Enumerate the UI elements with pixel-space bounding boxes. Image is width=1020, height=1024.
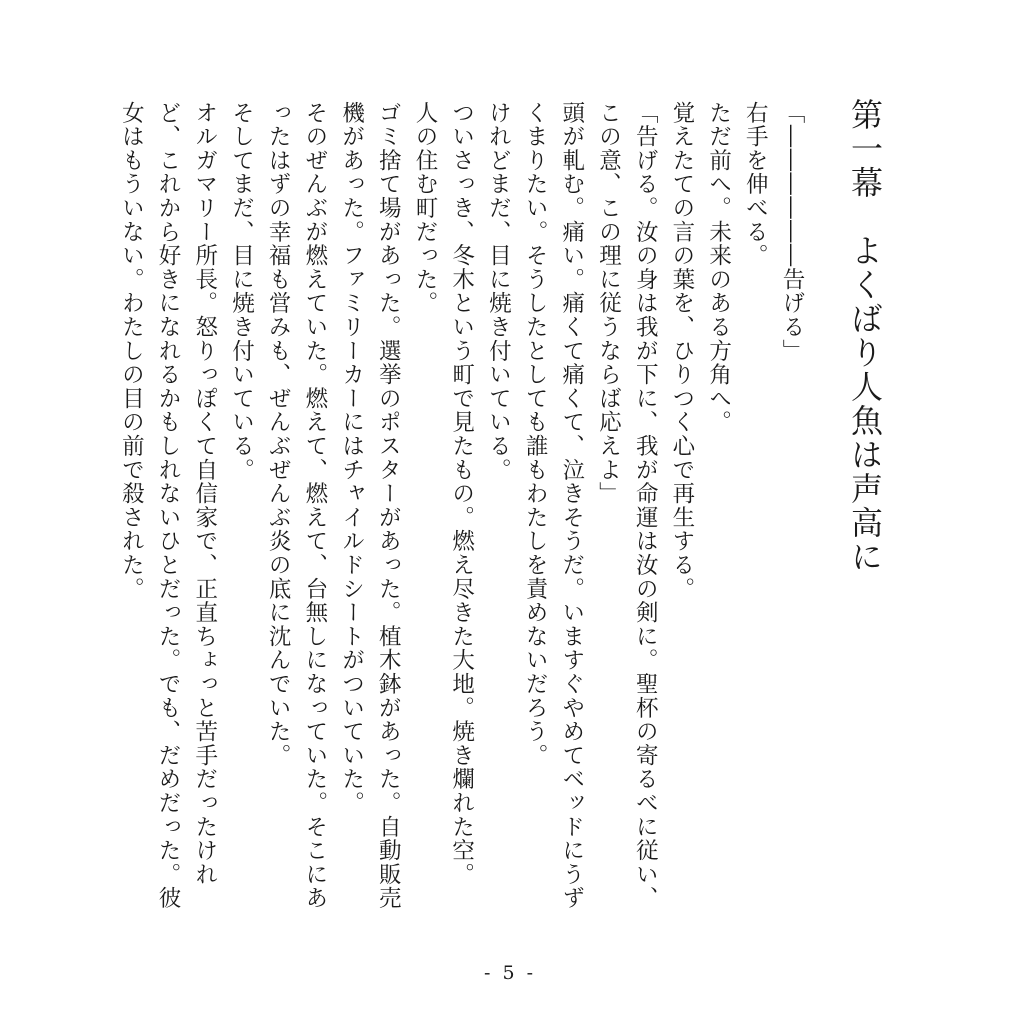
paragraph: ついさっき、冬木という町で見たもの。燃え尽きた大地。焼き爛れた空。 (448, 101, 475, 887)
paragraph: 「告げる。汝の身は我が下に、我が命運は汝の剣に。聖杯の寄るべに従い、この意、この理に従うならば応えよ」 (595, 101, 659, 911)
paragraph: オルガマリー所長。怒りっぽくて自信家で、正直ちょっと苦手だったけれど、これから好きになれるかもしれないひとだった。でも、だめだった。彼女はもういない。わたしの目の前で殺された。 (118, 101, 218, 911)
paragraph: ただ前へ。未来のある方角へ。 (705, 101, 732, 435)
paragraph: 人の住む町だった。 (411, 101, 438, 316)
paragraph: ゴミ捨て場があった。選挙のポスターがあった。植木鉢があった。自動販売機があった。ファミリーカーにはチャイルドシートがついていた。 (338, 101, 402, 911)
page-number: - 5 - (483, 962, 536, 984)
paragraph: 右手を伸べる。 (742, 101, 769, 268)
paragraph: けれどまだ、目に焼き付いている。 (485, 101, 512, 482)
paragraph: そしてまだ、目に焼き付いている。 (228, 101, 255, 482)
chapter-title: 第一幕 よくばり人魚は声高に (846, 98, 884, 574)
paragraph: そのぜんぶが燃えていた。燃えて、燃えて、台無しになっていた。そこにあったはずの幸福も営みも、ぜんぶぜんぶ炎の底に沈んでいた。 (265, 101, 328, 911)
paragraph: 覚えたての言の葉を、ひりつく心で再生する。 (668, 101, 695, 601)
paragraph: 頭が軋む。痛い。痛くて痛くて、泣きそうだ。いますぐやめてベッドにうずくまりたい。そうしたとしても誰もわたしを責めないだろう。 (522, 101, 585, 911)
body-text (113, 101, 810, 911)
paragraph: 「――――――告げる」 (779, 101, 805, 363)
